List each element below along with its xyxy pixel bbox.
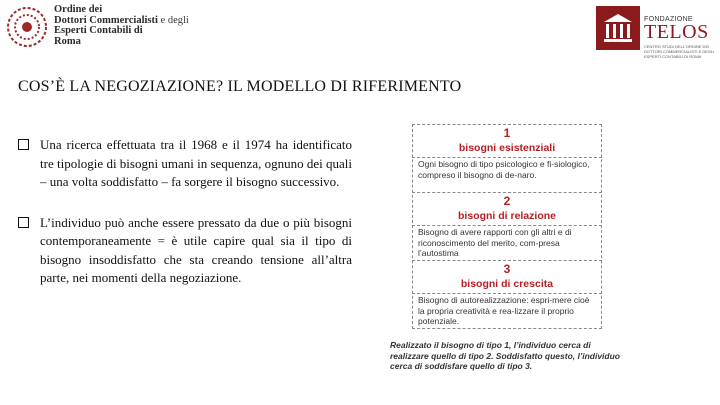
level-1-name: bisogni esistenziali — [458, 142, 556, 154]
level-2-description: Bisogno di avere rapporti con gli altri e di riconoscimento del merito, com-presa l’autostima — [418, 227, 572, 258]
odcec-text — [54, 5, 189, 47]
needs-pyramid — [412, 124, 602, 329]
telos-logo — [594, 4, 718, 66]
checkbox-square-icon — [18, 139, 29, 150]
divider — [412, 260, 602, 261]
odcec-line-4: Esperti Contabili di — [54, 25, 143, 37]
odcec-logo — [6, 4, 206, 52]
divider — [412, 225, 602, 226]
odcec-line-5: Roma — [54, 35, 81, 47]
telos-name: TELOS — [644, 21, 709, 43]
telos-building-icon — [596, 6, 640, 50]
level-3-description: Bisogno di autorealizzazione: espri-mere cioè la propria creatività e rea-lizzare il proprio potenziale. — [418, 295, 590, 326]
bullet-text: Una ricerca effettuata tra il 1968 e il 1974 ha identificato tre tipologie di bisogni umani in sequenza, ognuno dei quali – una volta soddisfatto – fa sorgere il bisogno successivo. — [40, 137, 352, 189]
bullet-item — [18, 214, 352, 288]
bullet-text: L’individuo può anche essere pressato da due o più bisogni contemporaneamente = è utile capire qual sia il tipo di bisogno insoddisfatto che sta creando tensione all’altra parte, nei momenti della negoziazione. — [40, 214, 352, 285]
telos-subtitle: CENTRO STUDI DELL'ORDINE DEI DOTTORI COMMERCIALISTI E DEGLI ESPERTI CONTABILI DI ROMA — [644, 44, 715, 59]
level-3-name: bisogni di crescita — [460, 278, 554, 290]
odcec-emblem-icon — [6, 6, 48, 48]
level-1-description: Ogni bisogno di tipo psicologico e fi-siologico, compreso il bisogno di de-naro. — [418, 159, 590, 180]
level-3-number: 3 — [503, 262, 511, 276]
checkbox-square-icon — [18, 217, 29, 228]
page-title: COS’È LA NEGOZIAZIONE? IL MODELLO DI RIFERIMENTO — [18, 78, 462, 95]
level-1-number: 1 — [503, 126, 511, 140]
level-2-number: 2 — [503, 194, 511, 208]
divider — [412, 293, 602, 294]
bullet-list — [18, 136, 352, 310]
divider — [412, 192, 602, 193]
odcec-line-2: Dottori Commercialisti — [54, 14, 158, 26]
bullet-item — [18, 136, 352, 192]
divider — [412, 157, 602, 158]
odcec-line-1: Ordine dei — [54, 4, 103, 15]
level-2-name: bisogni di relazione — [457, 210, 556, 222]
odcec-line-3: e degli — [160, 14, 189, 26]
telos-fondazione-label: FONDAZIONE — [644, 16, 693, 23]
pyramid-caption: Realizzato il bisogno di tipo 1, l’individuo cerca di realizzare quello di tipo 2. Soddisfatto questo, l’individuo cerca di soddisfare quello di tipo 3. — [390, 340, 620, 371]
